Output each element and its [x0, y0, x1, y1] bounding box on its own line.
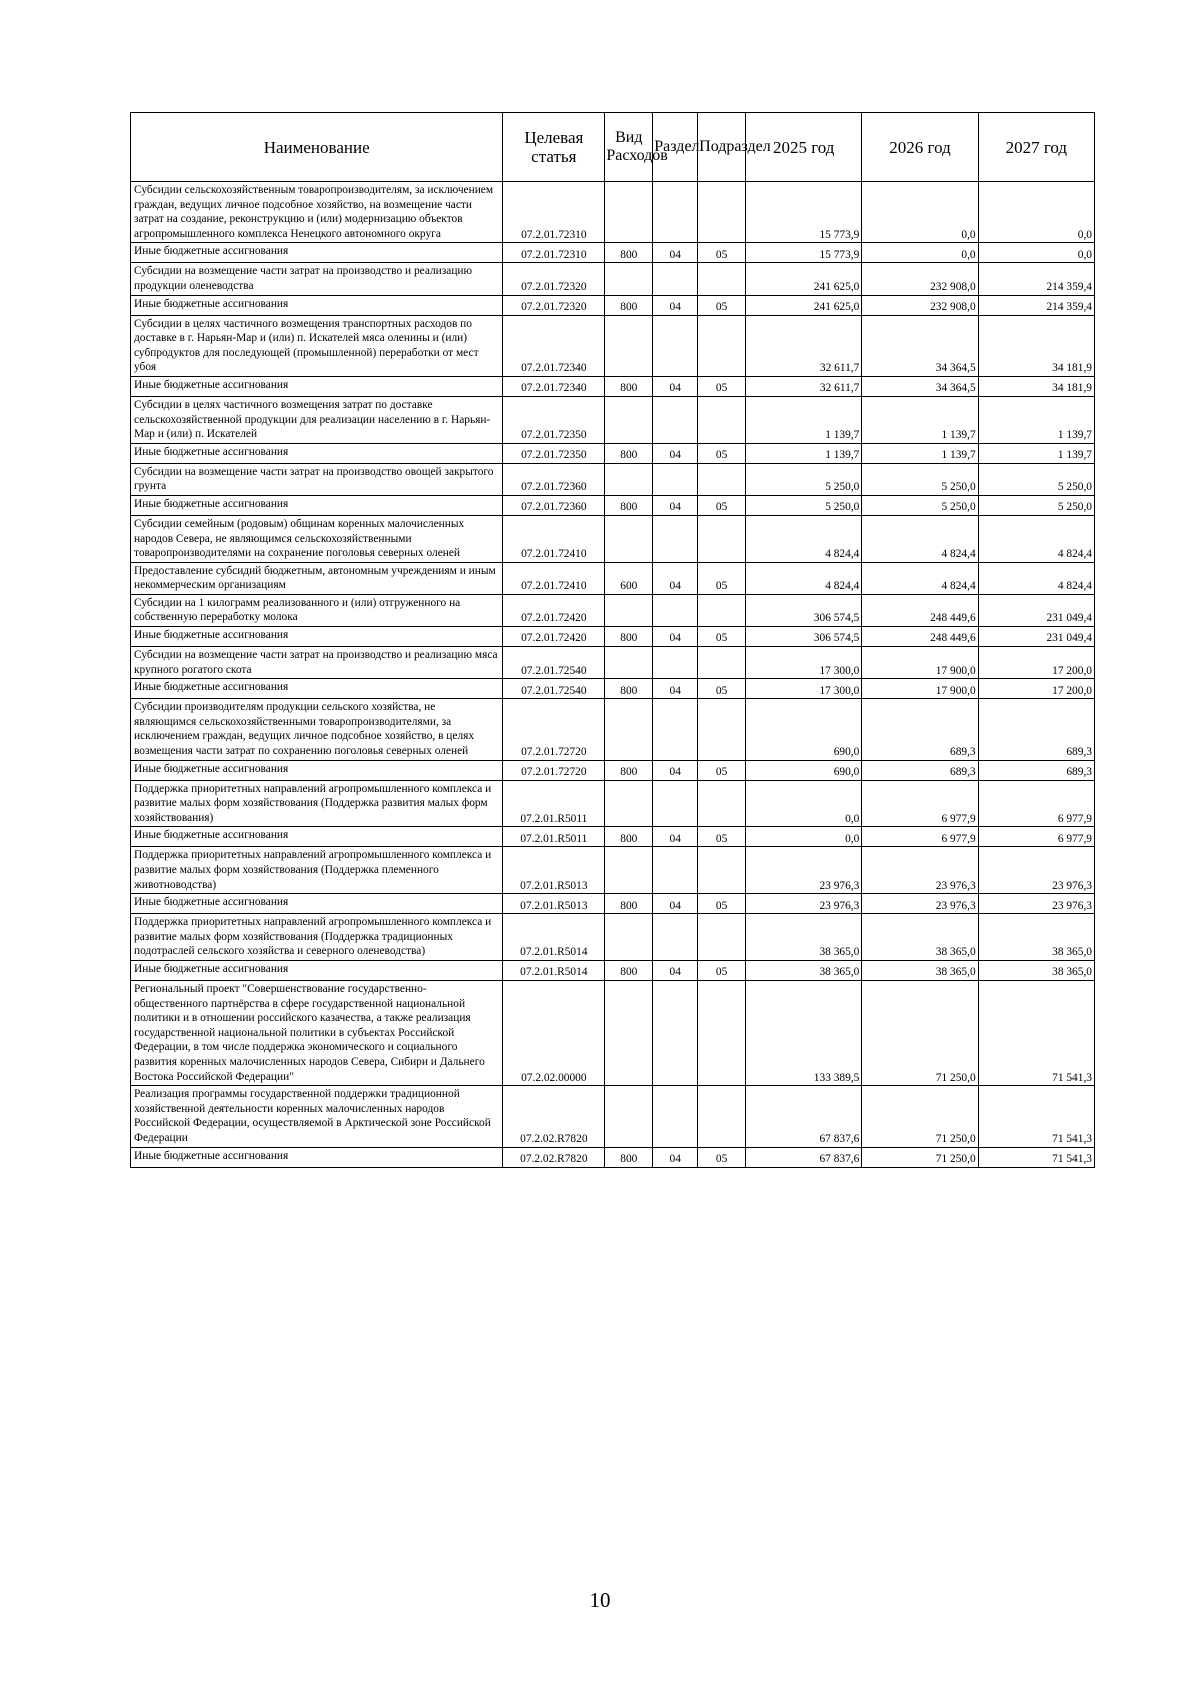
row-target-article-cell: 07.2.01.R5011	[503, 780, 605, 827]
row-2026-cell: 248 449,6	[862, 627, 978, 647]
row-section-cell	[653, 647, 698, 679]
row-expense-type-cell: 800	[605, 495, 653, 515]
row-expense-type-cell	[605, 182, 653, 243]
row-target-article-cell: 07.2.01.72320	[503, 295, 605, 315]
row-subsection-cell: 05	[698, 1147, 746, 1167]
table-row	[131, 780, 1095, 827]
row-target-article-cell: 07.2.01.R5013	[503, 894, 605, 914]
row-target-article-cell: 07.2.01.72540	[503, 647, 605, 679]
row-2026-cell: 38 365,0	[862, 914, 978, 961]
row-2027-cell: 231 049,4	[978, 627, 1094, 647]
row-expense-type-cell: 800	[605, 960, 653, 980]
row-target-article-cell: 07.2.01.72420	[503, 627, 605, 647]
row-2027-cell: 4 824,4	[978, 515, 1094, 562]
row-expense-type-cell	[605, 914, 653, 961]
table-row	[131, 562, 1095, 594]
row-2025-cell: 1 139,7	[746, 396, 862, 443]
row-target-article-cell: 07.2.01.72720	[503, 699, 605, 760]
row-2026-cell: 6 977,9	[862, 827, 978, 847]
row-expense-type-cell: 600	[605, 562, 653, 594]
row-2027-cell: 71 541,3	[978, 1147, 1094, 1167]
row-section-cell	[653, 847, 698, 894]
row-subsection-cell: 05	[698, 960, 746, 980]
row-target-article-cell: 07.2.01.72340	[503, 376, 605, 396]
row-section-cell	[653, 780, 698, 827]
table-row	[131, 679, 1095, 699]
row-expense-type-cell	[605, 980, 653, 1085]
row-expense-type-cell	[605, 463, 653, 495]
row-2025-cell: 17 300,0	[746, 679, 862, 699]
row-subsection-cell	[698, 980, 746, 1085]
row-subsection-cell: 05	[698, 827, 746, 847]
header-expense-type: Вид Расходов	[605, 113, 653, 182]
row-2027-cell: 17 200,0	[978, 679, 1094, 699]
row-section-cell: 04	[653, 1147, 698, 1167]
row-target-article-cell: 07.2.01.72350	[503, 396, 605, 443]
row-section-cell: 04	[653, 295, 698, 315]
row-2027-cell: 5 250,0	[978, 495, 1094, 515]
row-section-cell	[653, 914, 698, 961]
row-2025-cell: 67 837,6	[746, 1086, 862, 1147]
row-2026-cell: 248 449,6	[862, 594, 978, 626]
row-2026-cell: 71 250,0	[862, 1147, 978, 1167]
row-2027-cell: 689,3	[978, 760, 1094, 780]
row-target-article-cell: 07.2.01.72350	[503, 443, 605, 463]
row-expense-type-cell	[605, 847, 653, 894]
row-2025-cell: 241 625,0	[746, 263, 862, 295]
row-2025-cell: 38 365,0	[746, 960, 862, 980]
row-2025-cell: 32 611,7	[746, 376, 862, 396]
row-expense-type-cell: 800	[605, 243, 653, 263]
row-2025-cell: 15 773,9	[746, 243, 862, 263]
row-2027-cell: 38 365,0	[978, 914, 1094, 961]
row-2026-cell: 689,3	[862, 760, 978, 780]
table-row	[131, 827, 1095, 847]
row-target-article-cell: 07.2.01.72320	[503, 263, 605, 295]
row-2025-cell: 241 625,0	[746, 295, 862, 315]
row-name-cell: Субсидии сельскохозяйственным товаропроизводителям, за исключением граждан, ведущих личное подсобное хозяйство, на возмещение части затрат на создание, реконструкцию и (или) модернизацию объектов агропромышленного комплекса Ненецкого автономного округа	[131, 182, 503, 243]
row-section-cell: 04	[653, 894, 698, 914]
row-subsection-cell	[698, 647, 746, 679]
row-2026-cell: 71 250,0	[862, 1086, 978, 1147]
row-2025-cell: 690,0	[746, 699, 862, 760]
row-section-cell: 04	[653, 679, 698, 699]
table-row	[131, 463, 1095, 495]
row-2026-cell: 23 976,3	[862, 847, 978, 894]
header-subsection: Подраздел	[698, 113, 746, 182]
table-row	[131, 495, 1095, 515]
row-name-cell: Поддержка приоритетных направлений агропромышленного комплекса и развитие малых форм хозяйствования (Поддержка племенного животноводства)	[131, 847, 503, 894]
row-name-cell: Региональный проект "Совершенствование государственно-общественного партнёрства в сфере государственной национальной политики и в отношении российского казачества, а также реализация государственной национальной политики в субъектах Российской Федерации, в том числе поддержка экономического и социального развития коренных малочисленных народов Севера, Сибири и Дальнего Востока Российской Федерации"	[131, 980, 503, 1085]
row-expense-type-cell	[605, 263, 653, 295]
row-section-cell	[653, 182, 698, 243]
row-subsection-cell: 05	[698, 760, 746, 780]
row-2025-cell: 4 824,4	[746, 562, 862, 594]
row-subsection-cell	[698, 780, 746, 827]
row-name-cell: Иные бюджетные ассигнования	[131, 1147, 503, 1167]
row-expense-type-cell	[605, 594, 653, 626]
table-row	[131, 594, 1095, 626]
row-2026-cell: 232 908,0	[862, 295, 978, 315]
table-row	[131, 376, 1095, 396]
row-name-cell: Иные бюджетные ассигнования	[131, 376, 503, 396]
row-name-cell: Субсидии семейным (родовым) общинам коренных малочисленных народов Севера, не являющимся сельскохозяйственными товаропроизводителями на сохранение поголовья северных оленей	[131, 515, 503, 562]
row-subsection-cell	[698, 463, 746, 495]
row-2027-cell: 6 977,9	[978, 827, 1094, 847]
row-target-article-cell: 07.2.01.72310	[503, 243, 605, 263]
row-expense-type-cell: 800	[605, 827, 653, 847]
table-row	[131, 1086, 1095, 1147]
row-section-cell	[653, 594, 698, 626]
row-2025-cell: 38 365,0	[746, 914, 862, 961]
table-row	[131, 443, 1095, 463]
table-row	[131, 263, 1095, 295]
row-expense-type-cell: 800	[605, 443, 653, 463]
row-name-cell: Иные бюджетные ассигнования	[131, 960, 503, 980]
row-2027-cell: 0,0	[978, 182, 1094, 243]
row-name-cell: Субсидии производителям продукции сельского хозяйства, не являющимся сельскохозяйственными товаропроизводителями, за исключением граждан, ведущих личное подсобное хозяйство, в целях возмещения части затрат по сохранению поголовья северных оленей	[131, 699, 503, 760]
row-name-cell: Субсидии на возмещение части затрат на производство и реализацию мяса крупного рогатого скота	[131, 647, 503, 679]
row-target-article-cell: 07.2.01.72340	[503, 315, 605, 376]
row-expense-type-cell: 800	[605, 760, 653, 780]
table-header-row	[131, 113, 1095, 182]
row-2026-cell: 5 250,0	[862, 463, 978, 495]
row-2027-cell: 34 181,9	[978, 376, 1094, 396]
row-subsection-cell	[698, 847, 746, 894]
row-section-cell: 04	[653, 562, 698, 594]
row-2025-cell: 133 389,5	[746, 980, 862, 1085]
row-2026-cell: 232 908,0	[862, 263, 978, 295]
row-expense-type-cell: 800	[605, 894, 653, 914]
table-row	[131, 243, 1095, 263]
row-2027-cell: 23 976,3	[978, 894, 1094, 914]
budget-table-container	[130, 112, 1095, 1168]
row-2025-cell: 306 574,5	[746, 627, 862, 647]
table-row	[131, 315, 1095, 376]
row-2027-cell: 1 139,7	[978, 396, 1094, 443]
row-2027-cell: 1 139,7	[978, 443, 1094, 463]
row-expense-type-cell: 800	[605, 295, 653, 315]
row-subsection-cell: 05	[698, 679, 746, 699]
row-2025-cell: 15 773,9	[746, 182, 862, 243]
row-target-article-cell: 07.2.01.R5014	[503, 914, 605, 961]
table-body	[131, 182, 1095, 1168]
row-target-article-cell: 07.2.01.R5011	[503, 827, 605, 847]
row-expense-type-cell: 800	[605, 679, 653, 699]
row-name-cell: Субсидии в целях частичного возмещения затрат по доставке сельскохозяйственной продукции для реализации населению в г. Нарьян-Мар и (или) п. Искателей	[131, 396, 503, 443]
row-2025-cell: 1 139,7	[746, 443, 862, 463]
row-subsection-cell: 05	[698, 443, 746, 463]
row-2027-cell: 23 976,3	[978, 847, 1094, 894]
row-subsection-cell	[698, 396, 746, 443]
row-subsection-cell: 05	[698, 894, 746, 914]
row-target-article-cell: 07.2.01.72720	[503, 760, 605, 780]
row-2027-cell: 689,3	[978, 699, 1094, 760]
row-2027-cell: 231 049,4	[978, 594, 1094, 626]
row-target-article-cell: 07.2.01.72540	[503, 679, 605, 699]
row-target-article-cell: 07.2.02.R7820	[503, 1147, 605, 1167]
row-2027-cell: 34 181,9	[978, 315, 1094, 376]
row-expense-type-cell	[605, 315, 653, 376]
row-name-cell: Иные бюджетные ассигнования	[131, 443, 503, 463]
header-section: Раздел	[653, 113, 698, 182]
table-row	[131, 980, 1095, 1085]
row-name-cell: Поддержка приоритетных направлений агропромышленного комплекса и развитие малых форм хозяйствования (Поддержка развития малых форм хозяйствования)	[131, 780, 503, 827]
row-subsection-cell	[698, 263, 746, 295]
row-section-cell	[653, 515, 698, 562]
header-2026: 2026 год	[862, 113, 978, 182]
row-2026-cell: 1 139,7	[862, 396, 978, 443]
row-target-article-cell: 07.2.01.72420	[503, 594, 605, 626]
row-subsection-cell: 05	[698, 376, 746, 396]
row-name-cell: Иные бюджетные ассигнования	[131, 243, 503, 263]
row-2027-cell: 0,0	[978, 243, 1094, 263]
row-2025-cell: 32 611,7	[746, 315, 862, 376]
row-subsection-cell	[698, 699, 746, 760]
row-2025-cell: 17 300,0	[746, 647, 862, 679]
table-row	[131, 699, 1095, 760]
row-subsection-cell	[698, 914, 746, 961]
row-section-cell	[653, 699, 698, 760]
row-subsection-cell: 05	[698, 495, 746, 515]
row-2027-cell: 71 541,3	[978, 980, 1094, 1085]
row-name-cell: Иные бюджетные ассигнования	[131, 295, 503, 315]
row-2027-cell: 6 977,9	[978, 780, 1094, 827]
row-subsection-cell: 05	[698, 295, 746, 315]
row-name-cell: Иные бюджетные ассигнования	[131, 495, 503, 515]
row-2026-cell: 6 977,9	[862, 780, 978, 827]
row-2026-cell: 0,0	[862, 243, 978, 263]
row-target-article-cell: 07.2.02.R7820	[503, 1086, 605, 1147]
row-subsection-cell: 05	[698, 627, 746, 647]
row-section-cell: 04	[653, 960, 698, 980]
table-row	[131, 182, 1095, 243]
row-section-cell: 04	[653, 376, 698, 396]
row-target-article-cell: 07.2.01.72410	[503, 515, 605, 562]
row-2026-cell: 4 824,4	[862, 515, 978, 562]
row-expense-type-cell	[605, 780, 653, 827]
row-subsection-cell	[698, 1086, 746, 1147]
row-section-cell: 04	[653, 760, 698, 780]
header-name: Наименование	[131, 113, 503, 182]
table-row	[131, 515, 1095, 562]
row-expense-type-cell	[605, 515, 653, 562]
row-target-article-cell: 07.2.01.R5014	[503, 960, 605, 980]
row-2026-cell: 71 250,0	[862, 980, 978, 1085]
table-row	[131, 960, 1095, 980]
row-target-article-cell: 07.2.01.72360	[503, 463, 605, 495]
table-row	[131, 894, 1095, 914]
row-2025-cell: 23 976,3	[746, 847, 862, 894]
row-name-cell: Субсидии на возмещение части затрат на производство и реализацию продукции оленеводства	[131, 263, 503, 295]
row-section-cell	[653, 396, 698, 443]
row-section-cell	[653, 463, 698, 495]
row-section-cell	[653, 315, 698, 376]
row-name-cell: Иные бюджетные ассигнования	[131, 894, 503, 914]
table-row	[131, 396, 1095, 443]
row-expense-type-cell: 800	[605, 627, 653, 647]
row-name-cell: Реализация программы государственной поддержки традиционной хозяйственной деятельности коренных малочисленных народов Российской Федерации, осуществляемой в Арктической зоне Российской Федерации	[131, 1086, 503, 1147]
row-subsection-cell	[698, 315, 746, 376]
row-name-cell: Иные бюджетные ассигнования	[131, 679, 503, 699]
table-row	[131, 760, 1095, 780]
row-expense-type-cell: 800	[605, 1147, 653, 1167]
row-2025-cell: 5 250,0	[746, 495, 862, 515]
row-name-cell: Иные бюджетные ассигнования	[131, 827, 503, 847]
row-section-cell: 04	[653, 243, 698, 263]
row-subsection-cell	[698, 182, 746, 243]
table-row	[131, 1147, 1095, 1167]
row-2026-cell: 17 900,0	[862, 647, 978, 679]
table-row	[131, 914, 1095, 961]
table-row	[131, 295, 1095, 315]
header-2027: 2027 год	[978, 113, 1094, 182]
row-target-article-cell: 07.2.01.72360	[503, 495, 605, 515]
row-2025-cell: 5 250,0	[746, 463, 862, 495]
row-section-cell: 04	[653, 495, 698, 515]
row-2025-cell: 0,0	[746, 780, 862, 827]
row-subsection-cell: 05	[698, 243, 746, 263]
row-2025-cell: 23 976,3	[746, 894, 862, 914]
row-2025-cell: 306 574,5	[746, 594, 862, 626]
row-name-cell: Предоставление субсидий бюджетным, автономным учреждениям и иным некоммерческим организациям	[131, 562, 503, 594]
row-2026-cell: 34 364,5	[862, 376, 978, 396]
row-2027-cell: 5 250,0	[978, 463, 1094, 495]
row-section-cell: 04	[653, 827, 698, 847]
row-2025-cell: 690,0	[746, 760, 862, 780]
row-2027-cell: 214 359,4	[978, 295, 1094, 315]
row-subsection-cell	[698, 515, 746, 562]
row-expense-type-cell: 800	[605, 376, 653, 396]
row-2027-cell: 214 359,4	[978, 263, 1094, 295]
row-2026-cell: 4 824,4	[862, 562, 978, 594]
row-expense-type-cell	[605, 699, 653, 760]
row-name-cell: Субсидии в целях частичного возмещения транспортных расходов по доставке в г. Нарьян-Мар и (или) п. Искателей мяса оленины и (или) субпродуктов для последующей (промышленной) переработки от мест убоя	[131, 315, 503, 376]
row-2025-cell: 4 824,4	[746, 515, 862, 562]
row-target-article-cell: 07.2.01.R5013	[503, 847, 605, 894]
row-expense-type-cell	[605, 1086, 653, 1147]
header-2025: 2025 год	[746, 113, 862, 182]
row-2025-cell: 67 837,6	[746, 1147, 862, 1167]
row-section-cell	[653, 1086, 698, 1147]
row-2027-cell: 38 365,0	[978, 960, 1094, 980]
page-number: 10	[589, 1588, 611, 1612]
row-2026-cell: 38 365,0	[862, 960, 978, 980]
row-section-cell	[653, 980, 698, 1085]
row-expense-type-cell	[605, 647, 653, 679]
row-2026-cell: 34 364,5	[862, 315, 978, 376]
row-name-cell: Субсидии на 1 килограмм реализованного и (или) отгруженного на собственную переработку молока	[131, 594, 503, 626]
table-row	[131, 847, 1095, 894]
row-section-cell: 04	[653, 627, 698, 647]
row-name-cell: Иные бюджетные ассигнования	[131, 627, 503, 647]
row-2026-cell: 17 900,0	[862, 679, 978, 699]
row-2027-cell: 4 824,4	[978, 562, 1094, 594]
table-row	[131, 647, 1095, 679]
row-name-cell: Субсидии на возмещение части затрат на производство овощей закрытого грунта	[131, 463, 503, 495]
row-expense-type-cell	[605, 396, 653, 443]
row-section-cell	[653, 263, 698, 295]
row-subsection-cell	[698, 594, 746, 626]
budget-table	[130, 112, 1095, 1168]
row-2027-cell: 71 541,3	[978, 1086, 1094, 1147]
row-2026-cell: 23 976,3	[862, 894, 978, 914]
header-target-article: Целевая статья	[503, 113, 605, 182]
row-name-cell: Иные бюджетные ассигнования	[131, 760, 503, 780]
row-2025-cell: 0,0	[746, 827, 862, 847]
row-2026-cell: 1 139,7	[862, 443, 978, 463]
row-2026-cell: 5 250,0	[862, 495, 978, 515]
row-target-article-cell: 07.2.01.72410	[503, 562, 605, 594]
row-subsection-cell: 05	[698, 562, 746, 594]
row-2026-cell: 0,0	[862, 182, 978, 243]
row-target-article-cell: 07.2.02.00000	[503, 980, 605, 1085]
row-name-cell: Поддержка приоритетных направлений агропромышленного комплекса и развитие малых форм хозяйствования (Поддержка традиционных подотраслей сельского хозяйства и северного оленеводства)	[131, 914, 503, 961]
row-target-article-cell: 07.2.01.72310	[503, 182, 605, 243]
row-2026-cell: 689,3	[862, 699, 978, 760]
table-row	[131, 627, 1095, 647]
row-section-cell: 04	[653, 443, 698, 463]
row-2027-cell: 17 200,0	[978, 647, 1094, 679]
